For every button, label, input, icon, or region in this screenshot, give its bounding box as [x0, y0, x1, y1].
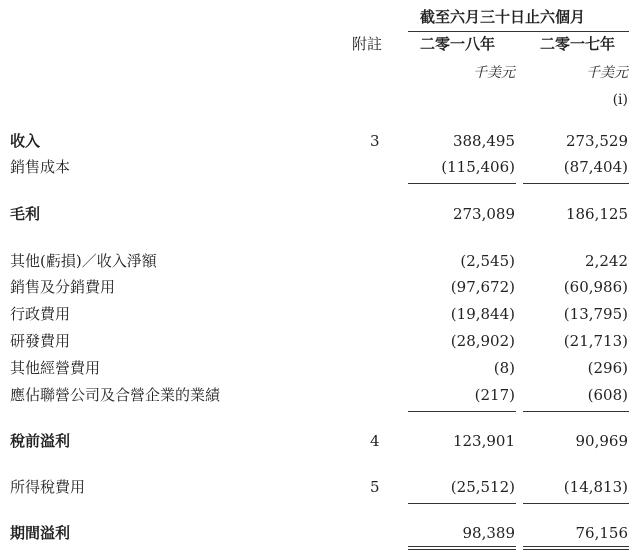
row-value-2018-share-of-associates-jv: (217)	[474, 386, 515, 404]
row-value-2018-cost-of-sales: (115,406)	[441, 158, 515, 176]
row-note-profit-before-tax: 4	[370, 432, 380, 450]
period-header: 截至六月三十日止六個月	[420, 8, 586, 26]
unit-2018: 千美元	[473, 65, 515, 81]
row-label-gross-profit: 毛利	[10, 205, 41, 223]
row-value-2018-other-net: (2,545)	[460, 252, 515, 270]
row-value-2018-other-operating: (8)	[493, 359, 515, 377]
note-column-header: 附註	[352, 35, 383, 53]
row-label-administrative: 行政費用	[10, 305, 71, 323]
subtotal-rule	[523, 183, 629, 184]
subtotal-rule	[523, 503, 629, 504]
period-header-rule	[408, 31, 629, 32]
row-note-income-tax: 5	[370, 478, 380, 496]
row-label-profit-for-period: 期間溢利	[10, 524, 71, 542]
row-value-2017-share-of-associates-jv: (608)	[587, 386, 628, 404]
total-double-rule	[408, 549, 516, 550]
subtotal-rule	[523, 411, 629, 412]
total-double-rule	[523, 549, 629, 550]
row-label-share-of-associates-jv: 應佔聯營公司及合營企業的業績	[10, 386, 221, 404]
row-value-2018-gross-profit: 273,089	[452, 205, 515, 223]
row-value-2018-profit-before-tax: 123,901	[452, 432, 515, 450]
row-label-revenue: 收入	[10, 132, 41, 150]
row-label-other-net: 其他(虧損)／收入淨額	[10, 252, 157, 270]
row-value-2017-profit-for-period: 76,156	[575, 524, 628, 542]
row-value-2018-selling-distribution: (97,672)	[450, 278, 515, 296]
row-value-2018-income-tax: (25,512)	[450, 478, 515, 496]
row-value-2018-administrative: (19,844)	[450, 305, 515, 323]
row-value-2017-gross-profit: 186,125	[565, 205, 628, 223]
row-note-revenue: 3	[370, 132, 380, 150]
total-double-rule	[523, 546, 629, 547]
subtotal-rule	[408, 183, 516, 184]
row-label-profit-before-tax: 稅前溢利	[10, 432, 71, 450]
total-double-rule	[408, 546, 516, 547]
row-value-2017-cost-of-sales: (87,404)	[563, 158, 628, 176]
row-value-2018-profit-for-period: 98,389	[462, 524, 515, 542]
row-value-2017-revenue: 273,529	[565, 132, 628, 150]
row-label-research-development: 研發費用	[10, 332, 71, 350]
row-label-other-operating: 其他經營費用	[10, 359, 101, 377]
row-label-cost-of-sales: 銷售成本	[10, 158, 71, 176]
row-value-2017-administrative: (13,795)	[563, 305, 628, 323]
row-value-2017-income-tax: (14,813)	[563, 478, 628, 496]
row-label-income-tax: 所得稅費用	[10, 478, 86, 496]
row-value-2018-revenue: 388,495	[452, 132, 515, 150]
row-value-2017-other-operating: (296)	[587, 359, 628, 377]
row-value-2017-other-net: 2,242	[585, 252, 628, 270]
restated-footnote-marker: (i)	[612, 92, 628, 108]
row-value-2017-research-development: (21,713)	[563, 332, 628, 350]
row-label-selling-distribution: 銷售及分銷費用	[10, 278, 116, 296]
row-value-2017-profit-before-tax: 90,969	[575, 432, 628, 450]
row-value-2017-selling-distribution: (60,986)	[563, 278, 628, 296]
year-2017-header: 二零一七年	[540, 35, 616, 53]
unit-2017: 千美元	[586, 65, 628, 81]
row-value-2018-research-development: (28,902)	[450, 332, 515, 350]
subtotal-rule	[408, 503, 516, 504]
subtotal-rule	[408, 411, 516, 412]
year-2018-header: 二零一八年	[420, 35, 496, 53]
